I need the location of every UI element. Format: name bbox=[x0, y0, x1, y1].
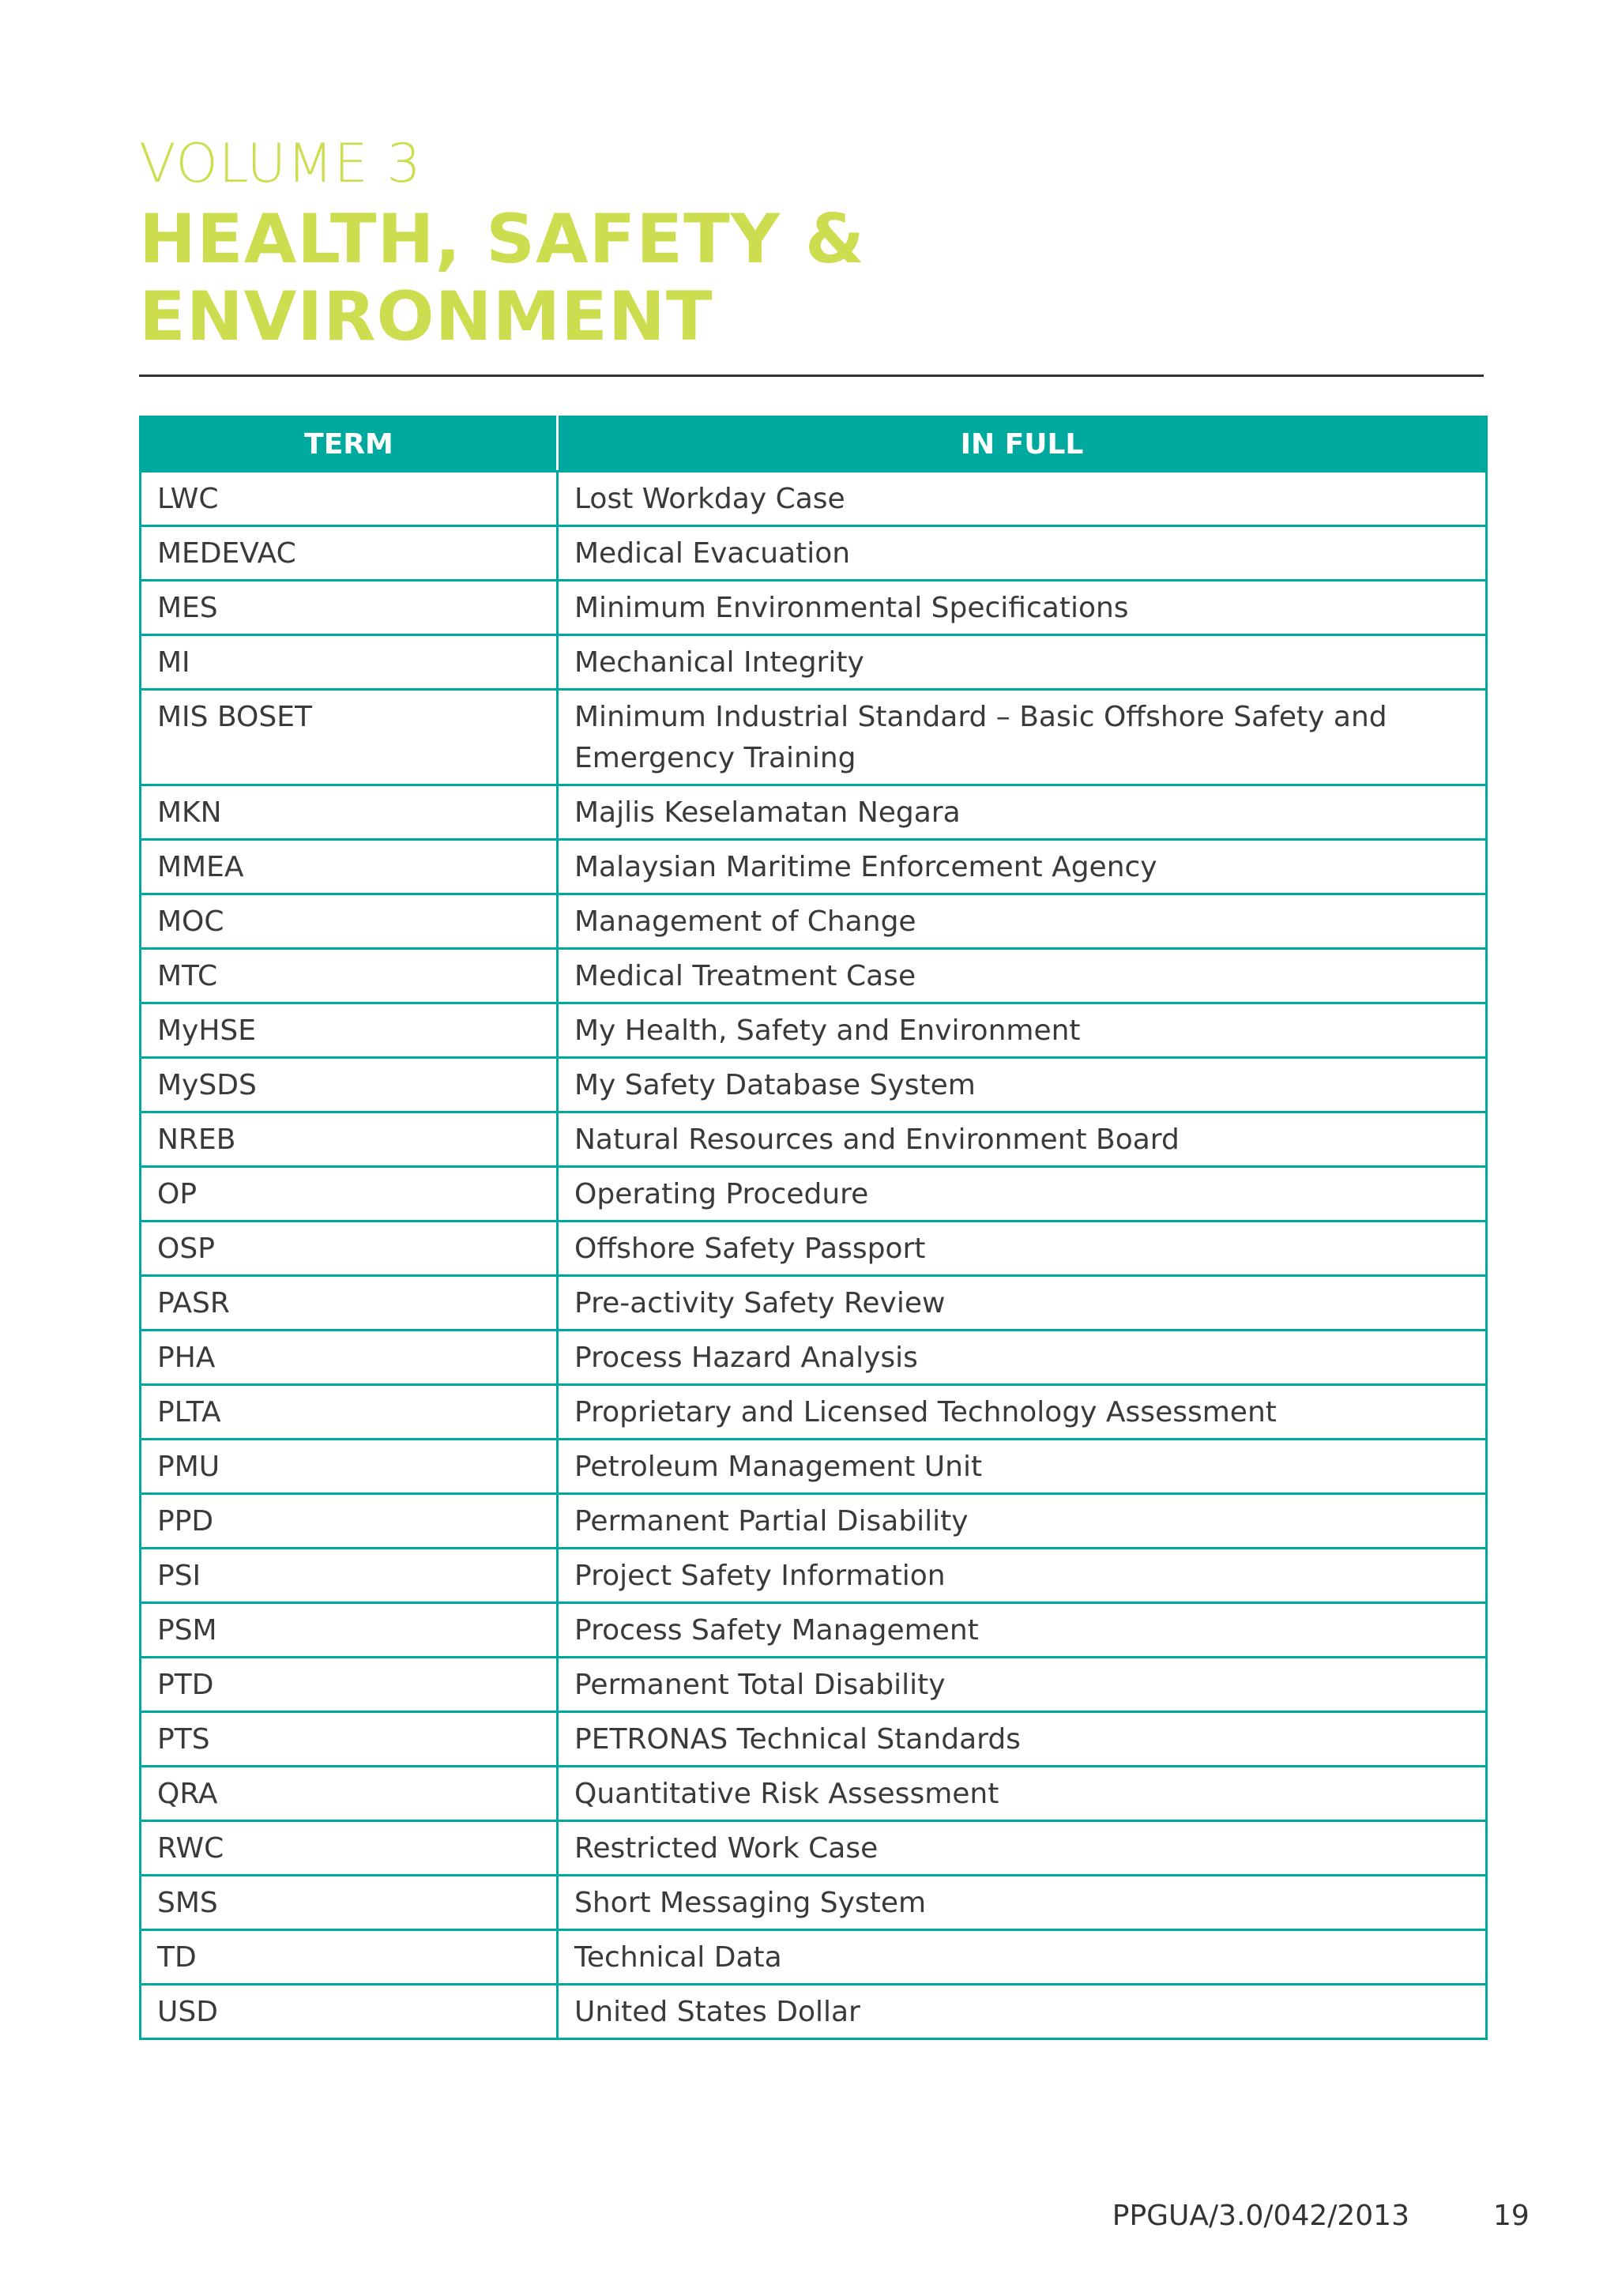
document-code: PPGUA/3.0/042/2013 bbox=[1112, 2200, 1409, 2232]
table-body bbox=[141, 472, 1487, 2039]
in-full-cell: Permanent Partial Disability bbox=[558, 1494, 1487, 1549]
in-full-cell: Management of Change bbox=[558, 894, 1487, 949]
table-row bbox=[141, 1985, 1487, 2039]
in-full-cell: PETRONAS Technical Standards bbox=[558, 1712, 1487, 1767]
in-full-cell: Lost Workday Case bbox=[558, 472, 1487, 526]
table-row bbox=[141, 949, 1487, 1003]
term-cell: PSM bbox=[141, 1603, 558, 1658]
term-cell: PPD bbox=[141, 1494, 558, 1549]
table-row bbox=[141, 1494, 1487, 1549]
in-full-cell: Restricted Work Case bbox=[558, 1821, 1487, 1876]
in-full-cell: Minimum Industrial Standard – Basic Offshore Safety and Emergency Training bbox=[558, 690, 1487, 785]
table-row bbox=[141, 1712, 1487, 1767]
table-row bbox=[141, 1821, 1487, 1876]
in-full-cell: Offshore Safety Passport bbox=[558, 1221, 1487, 1276]
table-row bbox=[141, 1221, 1487, 1276]
in-full-cell: Medical Treatment Case bbox=[558, 949, 1487, 1003]
table-row bbox=[141, 894, 1487, 949]
term-cell: MOC bbox=[141, 894, 558, 949]
in-full-cell: Operating Procedure bbox=[558, 1167, 1487, 1221]
column-header-in-full: IN FULL bbox=[558, 417, 1487, 472]
in-full-cell: Minimum Environmental Specifications bbox=[558, 581, 1487, 635]
table-row bbox=[141, 1603, 1487, 1658]
in-full-cell: Process Hazard Analysis bbox=[558, 1331, 1487, 1385]
volume-label: VOLUME 3 bbox=[139, 133, 422, 195]
table-row bbox=[141, 840, 1487, 894]
table-row bbox=[141, 1440, 1487, 1494]
term-cell: MMEA bbox=[141, 840, 558, 894]
page-header bbox=[139, 133, 1482, 356]
term-cell: PHA bbox=[141, 1331, 558, 1385]
in-full-cell: Petroleum Management Unit bbox=[558, 1440, 1487, 1494]
term-cell: SMS bbox=[141, 1876, 558, 1930]
table-row bbox=[141, 1549, 1487, 1603]
term-cell: MyHSE bbox=[141, 1003, 558, 1058]
term-cell: PTD bbox=[141, 1658, 558, 1712]
table-row bbox=[141, 1276, 1487, 1331]
table-row bbox=[141, 581, 1487, 635]
in-full-cell: My Health, Safety and Environment bbox=[558, 1003, 1487, 1058]
table-row bbox=[141, 472, 1487, 526]
term-cell: MTC bbox=[141, 949, 558, 1003]
term-cell: MIS BOSET bbox=[141, 690, 558, 785]
table-row bbox=[141, 785, 1487, 840]
in-full-cell: United States Dollar bbox=[558, 1985, 1487, 2039]
in-full-cell: Natural Resources and Environment Board bbox=[558, 1112, 1487, 1167]
term-cell: USD bbox=[141, 1985, 558, 2039]
term-cell: LWC bbox=[141, 472, 558, 526]
table-row bbox=[141, 1003, 1487, 1058]
in-full-cell: Malaysian Maritime Enforcement Agency bbox=[558, 840, 1487, 894]
term-cell: PLTA bbox=[141, 1385, 558, 1440]
in-full-cell: Technical Data bbox=[558, 1930, 1487, 1985]
table-row bbox=[141, 526, 1487, 581]
in-full-cell: Proprietary and Licensed Technology Assessment bbox=[558, 1385, 1487, 1440]
header-divider bbox=[139, 375, 1484, 377]
in-full-cell: Majlis Keselamatan Negara bbox=[558, 785, 1487, 840]
column-header-term: TERM bbox=[141, 417, 558, 472]
page-number: 19 bbox=[1493, 2200, 1530, 2232]
table-row bbox=[141, 1767, 1487, 1821]
in-full-cell: Quantitative Risk Assessment bbox=[558, 1767, 1487, 1821]
page-title-line-1: HEALTH, SAFETY & bbox=[139, 200, 865, 279]
in-full-cell: Medical Evacuation bbox=[558, 526, 1487, 581]
term-cell: OP bbox=[141, 1167, 558, 1221]
in-full-cell: Project Safety Information bbox=[558, 1549, 1487, 1603]
term-cell: QRA bbox=[141, 1767, 558, 1821]
term-cell: MI bbox=[141, 635, 558, 690]
in-full-cell: Permanent Total Disability bbox=[558, 1658, 1487, 1712]
in-full-cell: Process Safety Management bbox=[558, 1603, 1487, 1658]
table-row bbox=[141, 1112, 1487, 1167]
table-row bbox=[141, 1385, 1487, 1440]
term-cell: PTS bbox=[141, 1712, 558, 1767]
term-cell: OSP bbox=[141, 1221, 558, 1276]
term-cell: PASR bbox=[141, 1276, 558, 1331]
term-cell: NREB bbox=[141, 1112, 558, 1167]
table-row bbox=[141, 1058, 1487, 1112]
term-cell: PMU bbox=[141, 1440, 558, 1494]
table-row bbox=[141, 1930, 1487, 1985]
table-row bbox=[141, 1331, 1487, 1385]
term-cell: RWC bbox=[141, 1821, 558, 1876]
table-row bbox=[141, 1658, 1487, 1712]
term-cell: MEDEVAC bbox=[141, 526, 558, 581]
in-full-cell: Mechanical Integrity bbox=[558, 635, 1487, 690]
term-cell: TD bbox=[141, 1930, 558, 1985]
table-row bbox=[141, 1876, 1487, 1930]
abbreviations-table bbox=[139, 416, 1488, 2040]
table-row bbox=[141, 635, 1487, 690]
table-row bbox=[141, 1167, 1487, 1221]
page-title-line-2: ENVIRONMENT bbox=[139, 277, 713, 356]
table-header-row bbox=[141, 417, 1487, 472]
term-cell: MySDS bbox=[141, 1058, 558, 1112]
term-cell: MKN bbox=[141, 785, 558, 840]
in-full-cell: Short Messaging System bbox=[558, 1876, 1487, 1930]
term-cell: PSI bbox=[141, 1549, 558, 1603]
page-title bbox=[139, 201, 1482, 356]
table-row bbox=[141, 690, 1487, 785]
term-cell: MES bbox=[141, 581, 558, 635]
in-full-cell: My Safety Database System bbox=[558, 1058, 1487, 1112]
in-full-cell: Pre-activity Safety Review bbox=[558, 1276, 1487, 1331]
